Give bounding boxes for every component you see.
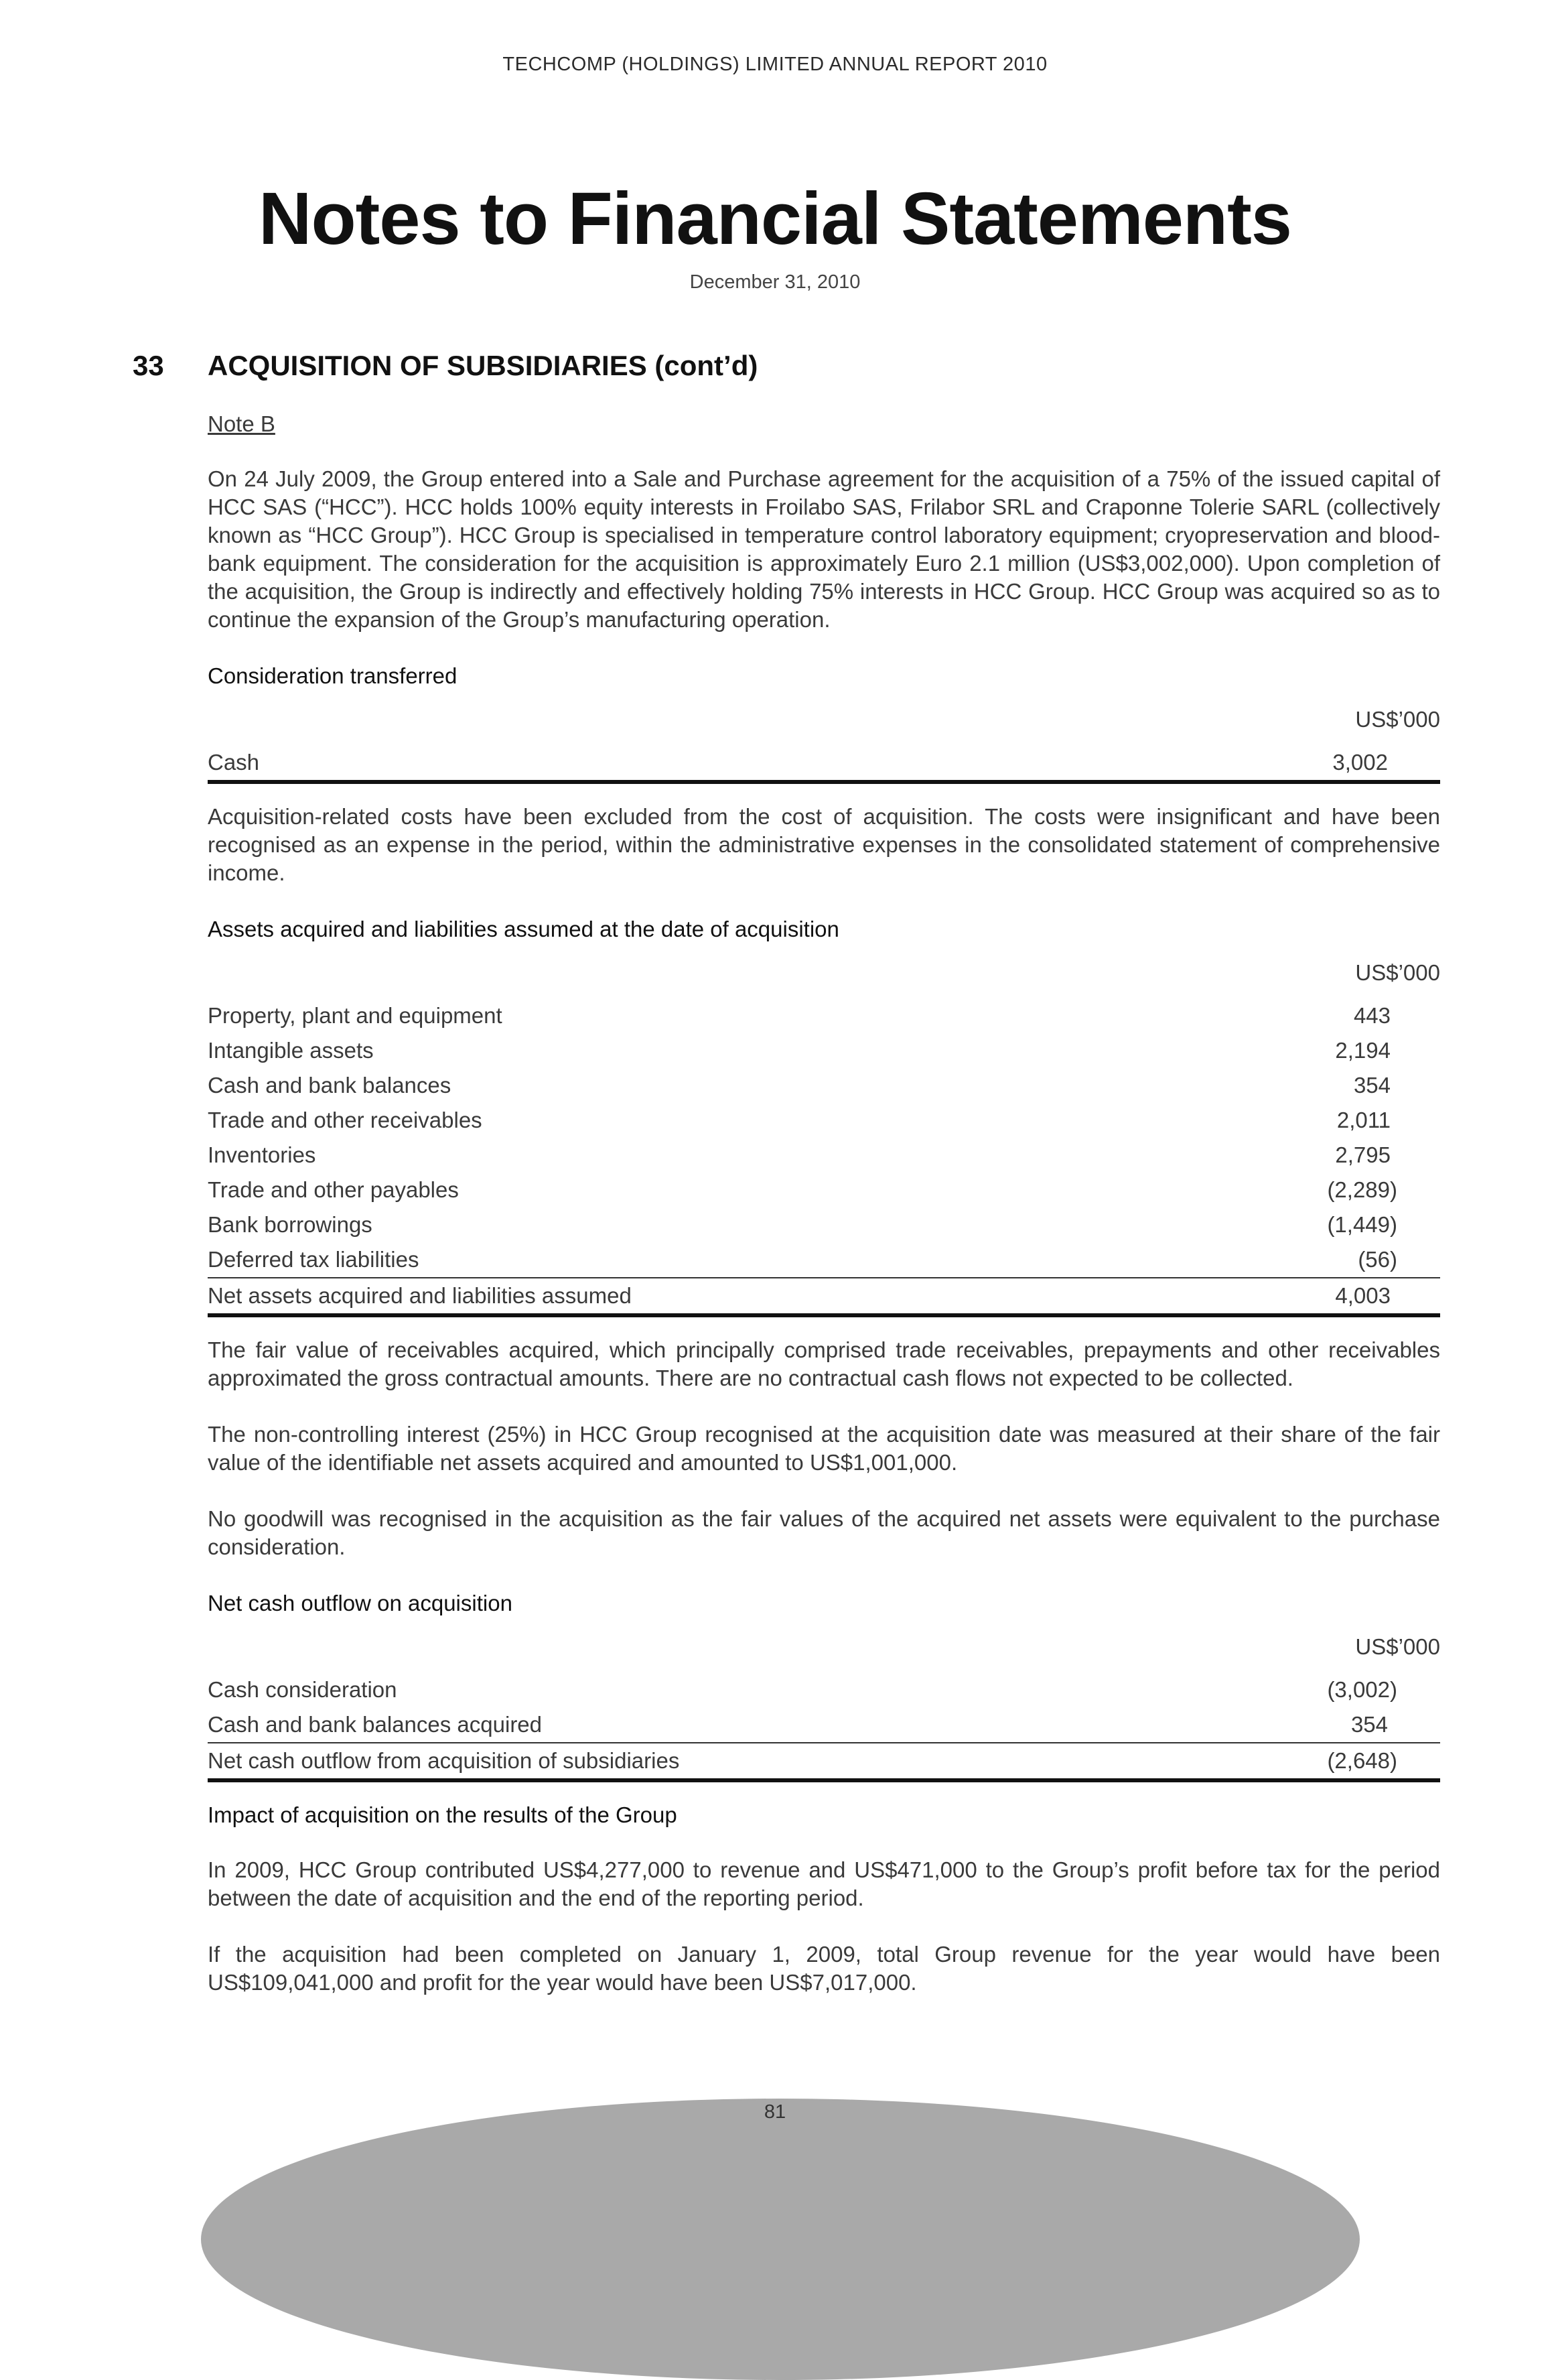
row-value: 443 (1353, 1003, 1391, 1028)
report-header: TECHCOMP (HOLDINGS) LIMITED ANNUAL REPORT 2010 (502, 54, 1048, 75)
row-label: Cash and bank balances acquired (208, 1712, 543, 1737)
intro-paragraph: On 24 July 2009, the Group entered into a Sale and Purchase agreement for the acquisition of a 75% of the issued capital of HCC SAS (“HCC”). HCC holds 100% equity interests in Froilabo SAS, Frilabor SRL and Craponne Tolerie SARL (collectively known as “HCC Group”). HCC Group is specialised in temperature control laboratory equipment; cryopreservation and blood-bank equipment. The consideration for the acquisition is approximately Euro 2.1 million (US$3,002,000). Upon completion of the acquisition, the Group is indirectly and effectively holding 75% interests in HCC Group. HCC Group was acquired so as to continue the expansion of the Group’s manufacturing operation. (208, 466, 1440, 632)
row-label: Bank borrowings (208, 1212, 372, 1237)
page-title: Notes to Financial Statements (259, 178, 1291, 260)
table-row (208, 998, 1440, 1033)
table-unit-row (208, 1622, 1440, 1672)
page-number: 81 (764, 2101, 786, 2123)
row-label: Cash and bank balances (208, 1073, 451, 1098)
total-label: Net assets acquired and liabilities assumed (208, 1278, 1163, 1315)
row-value: (56) (1358, 1247, 1397, 1272)
row-label: Trade and other payables (208, 1177, 459, 1202)
row-label: Cash (208, 745, 1160, 782)
row-value: 2,194 (1335, 1038, 1391, 1063)
row-value: 3,002 (1160, 745, 1440, 782)
row-label: Inventories (208, 1142, 316, 1167)
total-value: 4,003 (1163, 1278, 1440, 1315)
table-row (208, 1068, 1440, 1103)
impact-paragraph-2: If the acquisition had been completed on January 1, 2009, total Group revenue for the year would have been US$109,041,000 and profit for the year would have been US$7,017,000. (208, 1942, 1440, 1995)
table-total-row (208, 1278, 1440, 1315)
section-number: 33 (133, 350, 164, 381)
page-date: December 31, 2010 (689, 271, 861, 293)
consideration-heading: Consideration transferred (208, 663, 457, 688)
row-label: Deferred tax liabilities (208, 1247, 419, 1272)
row-value: 2,011 (1336, 1108, 1391, 1132)
row-value: 354 (1353, 1073, 1391, 1098)
assets-note-goodwill: No goodwill was recognised in the acquisition as the fair values of the acquired net assets were equivalent to the purchase consideration. (208, 1506, 1440, 1559)
table-row (208, 1207, 1440, 1242)
total-label: Net cash outflow from acquisition of subsidiaries (208, 1743, 1160, 1780)
table-row (208, 1242, 1440, 1278)
cash-outflow-table (208, 1622, 1440, 1782)
row-label: Property, plant and equipment (208, 1003, 502, 1028)
section-content (208, 410, 1440, 2025)
row-value: (2,289) (1327, 1177, 1397, 1202)
unit-label: US$’000 (1355, 707, 1440, 732)
row-label: Cash consideration (208, 1677, 397, 1702)
consideration-table (208, 694, 1440, 784)
row-value: 2,795 (1335, 1142, 1391, 1167)
cash-outflow-heading: Net cash outflow on acquisition (208, 1591, 512, 1615)
table-row (208, 1707, 1440, 1743)
unit-label: US$’000 (1355, 960, 1440, 985)
assets-note-receivables: The fair value of receivables acquired, which principally comprised trade receivables, prepayments and other receivables approximated the gross contractual amounts. There are no contractual cash flows not expected to be collected. (208, 1337, 1440, 1390)
row-value: (3,002) (1327, 1677, 1397, 1702)
table-row (208, 1103, 1440, 1138)
assets-table (208, 947, 1440, 1317)
assets-note-nci: The non-controlling interest (25%) in HCC Group recognised at the acquisition date was measured at their share of the fair value of the identifiable net assets acquired and amounted to US$1,001,000. (208, 1422, 1440, 1475)
row-value: 354 (1350, 1712, 1388, 1737)
assets-heading: Assets acquired and liabilities assumed at the date of acquisition (208, 917, 839, 941)
row-label: Intangible assets (208, 1038, 374, 1063)
table-total-row (208, 1743, 1440, 1780)
impact-heading: Impact of acquisition on the results of the Group (208, 1802, 677, 1827)
row-label: Trade and other receivables (208, 1108, 482, 1132)
note-label: Note B (208, 411, 275, 436)
unit-label: US$’000 (1355, 1634, 1440, 1659)
row-value: (1,449) (1327, 1212, 1397, 1237)
table-row (208, 1033, 1440, 1068)
consideration-note: Acquisition-related costs have been excluded from the cost of acquisition. The costs were insignificant and have been recognised as an expense in the period, within the administrative expenses in the consolidated statement of comprehensive income. (208, 804, 1440, 885)
table-row (208, 1672, 1440, 1707)
footer-decoration (201, 2099, 1360, 2380)
table-row (208, 1173, 1440, 1207)
table-unit-row (208, 694, 1440, 745)
section-title: ACQUISITION OF SUBSIDIARIES (cont’d) (208, 350, 758, 381)
total-value: (2,648) (1160, 1743, 1440, 1780)
impact-paragraph-1: In 2009, HCC Group contributed US$4,277,000 to revenue and US$471,000 to the Group’s profit before tax for the period between the date of acquisition and the end of the reporting period. (208, 1857, 1440, 1910)
table-row (208, 1138, 1440, 1173)
table-unit-row (208, 947, 1440, 998)
table-row (208, 745, 1440, 782)
